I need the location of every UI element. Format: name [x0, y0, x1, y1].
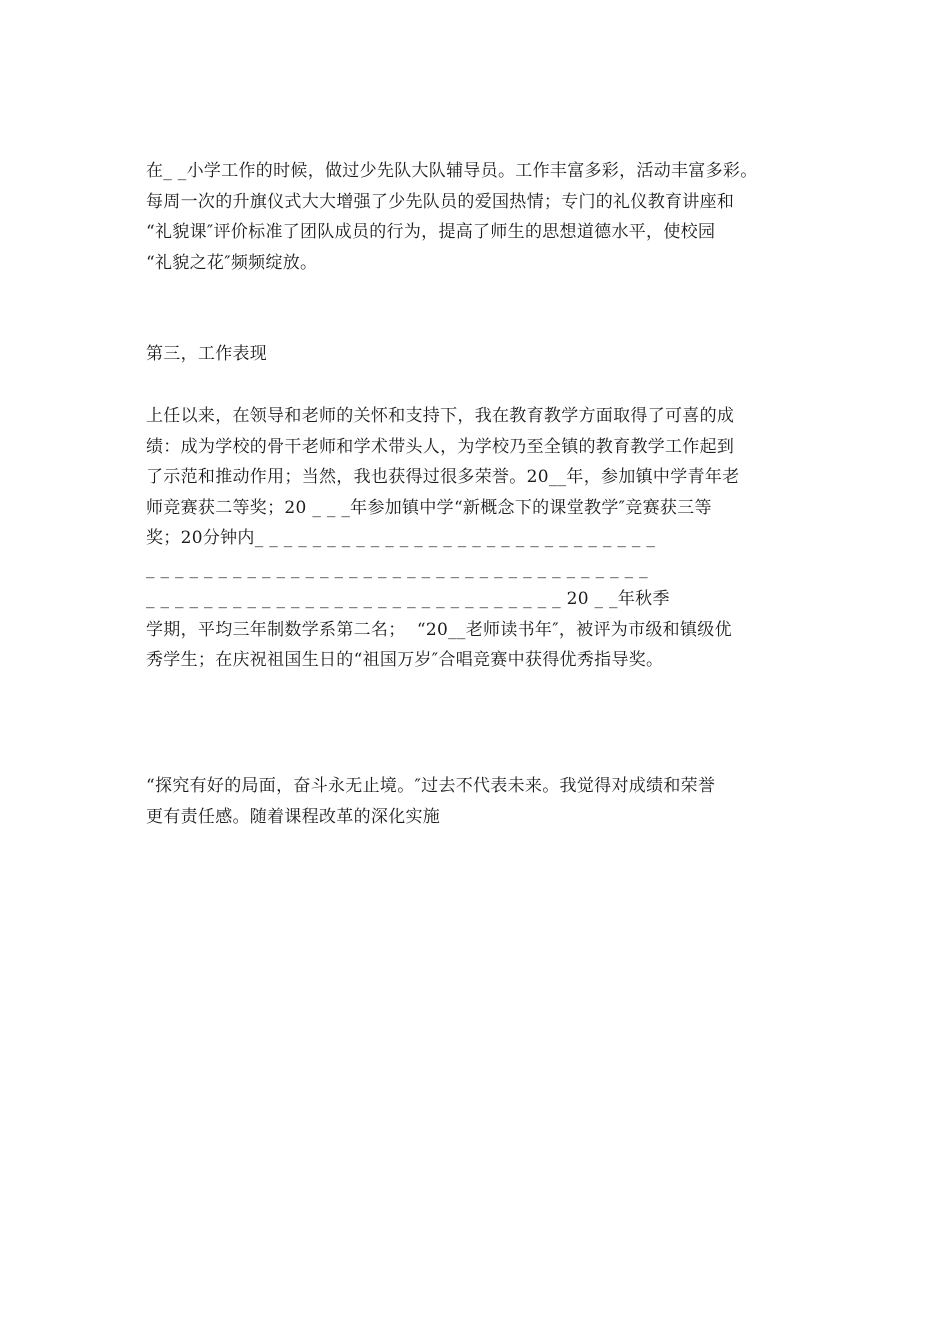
text-line: “探究有好的局面，奋斗永无止境。″过去不代表未来。我觉得对成绩和荣誉: [146, 776, 716, 796]
paragraph-future-outlook: [146, 771, 816, 832]
text-line: 秀学生；在庆祝祖国生日的“祖国万岁″合唱竞赛中获得优秀指导奖。: [146, 650, 664, 670]
paragraph-achievements: [146, 401, 816, 676]
text-line: 绩：成为学校的骨干老师和学术带头人，为学校乃至全镇的教育教学工作起到: [146, 436, 735, 457]
text-line: 每周一次的升旗仪式大大增强了少先队员的爱国热情；专门的礼仪教育讲座和: [146, 191, 735, 212]
text-line: “礼貌课″评价标准了团队成员的行为，提高了师生的思想道德水平，使校园: [146, 222, 716, 242]
text-line: 学期，平均三年制数学系第二名； “20__老师读书年″，被评为市级和镇级优: [146, 619, 732, 640]
text-line: 师竞赛获二等奖；20 _ _ _年参加镇中学“新概念下的课堂教学″竞赛获三等: [146, 497, 712, 518]
text-line: _ _ _ _ _ _ _ _ _ _ _ _ _ _ _ _ _ _ _ _ _ _ _ _ _ _ _ _ _ 20 _ _年秋季: [146, 589, 670, 609]
section-heading: [146, 339, 816, 370]
text-line: “礼貌之花″频频绽放。: [146, 252, 318, 273]
text-line: 奖；20分钟内_ _ _ _ _ _ _ _ _ _ _ _ _ _ _ _ _ _ _ _ _ _ _ _ _ _ _ _: [146, 528, 656, 548]
paragraph-counselor-experience: [146, 156, 816, 278]
heading-line: 第三，工作表现: [146, 344, 268, 364]
text-line: 了示范和推动作用；当然，我也获得过很多荣誉。20__年，参加镇中学青年老: [146, 467, 740, 487]
text-line: _ _ _ _ _ _ _ _ _ _ _ _ _ _ _ _ _ _ _ _ _ _ _ _ _ _ _ _ _ _ _ _ _ _ _: [146, 558, 648, 579]
text-line: 在_ _小学工作的时候，做过少先队大队辅导员。工作丰富多彩，活动丰富多彩。: [146, 161, 758, 181]
text-line: 上任以来，在领导和老师的关怀和支持下，我在教育教学方面取得了可喜的成: [146, 406, 735, 426]
text-line: 更有责任感。随着课程改革的深化实施: [146, 806, 441, 827]
